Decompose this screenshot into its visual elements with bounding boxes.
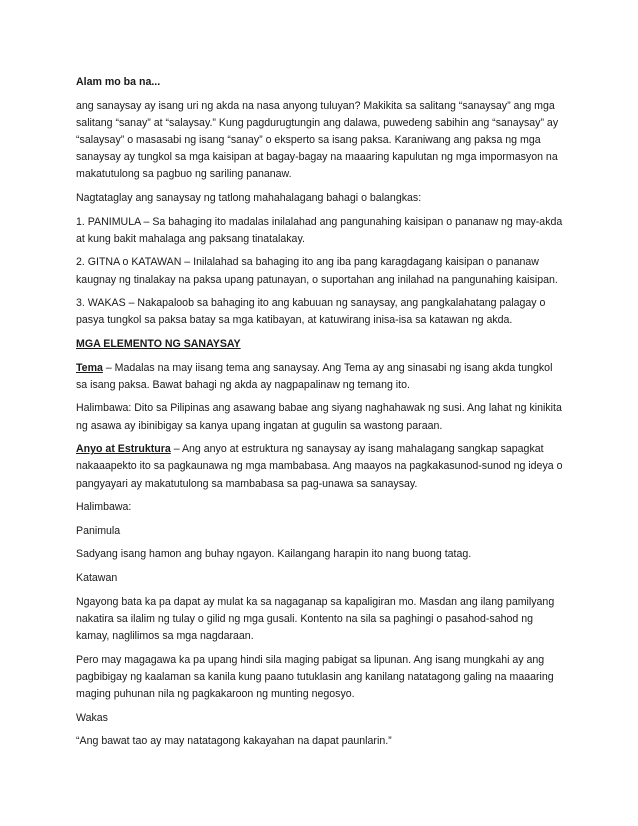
katawan-paragraph-2: Pero may magagawa ka pa upang hindi sila maging pabigat sa lipunan. Ang isang mungkahi ay ang pagbibigay ng kaalaman sa kanila kung paano tutuklasin ang kanilang natatagong galing na maaaring maging puhunan nila ng pagkakaroon ng munting negosyo.: [76, 653, 554, 700]
anyo-text: – Ang anyo at estruktura ng sanaysay ay isang mahalagang sangkap sapagkat nakaaapekto ito sa pagkaunawa ng mga mambabasa. Ang maayos na pagkakasunod-sunod ng ideya o pangyayari ay makatutulong sa mambabasa sa pag-unawa sa sanaysay.: [76, 443, 563, 490]
document-title: Alam mo ba na...: [76, 76, 161, 88]
katawan-paragraph-1: Ngayong bata ka pa dapat ay mulat ka sa nagaganap sa kapaligiran mo. Masdan ang ilang pamilyang nakatira sa ilalim ng tulay o gilid ng mga gusali. Kontento na sila sa paghingi o pasahod-sahod ng kamay, naglilimos sa mga nagdaraan.: [76, 595, 555, 642]
elements-heading: MGA ELEMENTO NG SANAYSAY: [76, 337, 241, 350]
tema-term: Tema: [76, 361, 103, 374]
wakas-quote: “Ang bawat tao ay may natatagong kakayahan na dapat paunlarin.”: [76, 735, 392, 748]
part-wakas: 3. WAKAS – Nakapaloob sa bahaging ito ang kabuuan ng sanaysay, ang pangkalahatang palagay o pasya tungkol sa paksa batay sa mga katibayan, at katuwirang inisa-isa sa katawan ng akda.: [76, 297, 546, 327]
document-page: [76, 74, 566, 757]
tema-example: Halimbawa: Dito sa Pilipinas ang asawang babae ang siyang naghahawak ng susi. Ang lahat ng kinikita ng asawa ay ibinibigay sa kanya upang ingatan at gugulin sa wastong paraan.: [76, 402, 562, 432]
part-panimula: 1. PANIMULA – Sa bahaging ito madalas inilalahad ang pangunahing kaisipan o pananaw ng may-akda at kung bakit mahalaga ang paksang tinatalakay.: [76, 215, 563, 245]
part-gitna: 2. GITNA o KATAWAN – Inilalahad sa bahaging ito ang iba pang karagdagang kaisipan o pananaw kaugnay ng tinalakay na paksa upang patunayan, o suportahan ang inilahad na pangunahing kaisipan.: [76, 256, 558, 286]
panimula-text: Sadyang isang hamon ang buhay ngayon. Kailangang harapin ito nang buong tatag.: [76, 548, 472, 561]
panimula-label: Panimula: [76, 524, 121, 537]
example-label: Halimbawa:: [76, 501, 132, 514]
anyo-paragraph: [76, 441, 566, 493]
structure-intro: Nagtataglay ang sanaysay ng tatlong mahahalagang bahagi o balangkas:: [76, 192, 422, 204]
intro-paragraph: ang sanaysay ay isang uri ng akda na nasa anyong tuluyan? Makikita sa salitang “sanaysay” ang mga salitang “sanay” at “salaysay.” Kung pagdurugtungin ang dalawa, puwedeng sabihin ang “sanaysay” ay “salaysay” o masasabi ng isang “sanay” o eksperto sa isang paksa. Karaniwang ang paksa ng mga sanaysay ay tungkol sa mga kaisipan at bagay-bagay na maaaring kapulutan ng mga impormasyon na makatutulong sa pagbuo ng sariling pananaw.: [76, 99, 559, 181]
tema-text: – Madalas na may iisang tema ang sanaysay. Ang Tema ay ang sinasabi ng isang akda tungkol sa isang paksa. Bawat bahagi ng akda ay nagpapalinaw ng temang ito.: [76, 361, 553, 391]
anyo-term: Anyo at Estruktura: [76, 443, 171, 456]
wakas-label: Wakas: [76, 711, 108, 724]
katawan-label: Katawan: [76, 571, 118, 584]
tema-paragraph: [76, 360, 566, 394]
